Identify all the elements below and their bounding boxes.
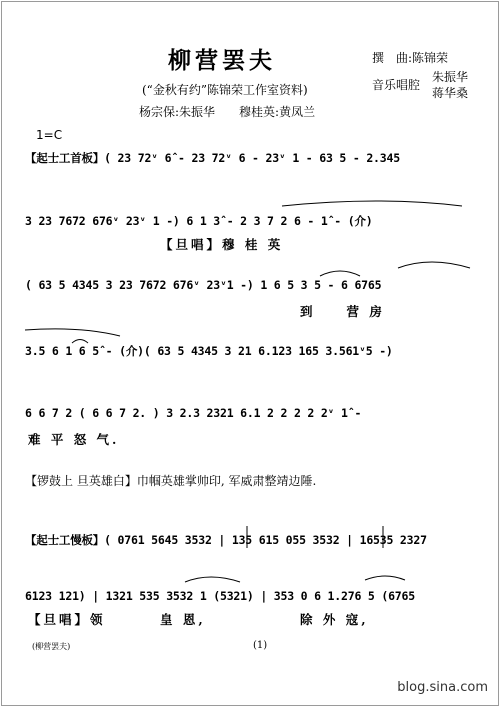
key-signature: 1=C bbox=[36, 128, 63, 142]
notation-line-7: 6123 121) | 1321 535 3532 1 (5321) | 353 0 6 1.276 5 (6765 bbox=[25, 589, 415, 603]
lyric-line-3: 到 营 房 bbox=[300, 304, 385, 319]
composer-credit: 撰 曲:陈锦荣 bbox=[372, 51, 449, 65]
vocal-credit-name-1: 朱振华 bbox=[432, 70, 469, 84]
notation-line-1: 【起士工首板】( 23 72ᵛ 6̂ - 23 72ᵛ 6 - 23ᵛ 1 - 63 5 - 2.345 bbox=[25, 151, 400, 165]
cast-list: 杨宗保:朱振华 穆桂英:黄凤兰 bbox=[139, 105, 316, 119]
lyric-line-5: 难 平 怒 气. bbox=[28, 432, 120, 447]
notation-line-5: 6 6 7 2 ( 6 6 7 2. ) 3 2.3 2321 6.1 2 2 2 2 2ᵛ 1̂ - bbox=[25, 406, 362, 420]
score-title: 柳营罢夫 bbox=[168, 47, 276, 74]
notation-line-6: 【起士工慢板】( 0761 5645 3532 | 135 615 055 3532 | 16535 2327 bbox=[25, 533, 427, 547]
notation-line-2: 3 23 7672 676ᵛ 23ᵛ 1 -) 6 1 3̂ - 2 3 7 2 6 - 1̂ - (介) bbox=[25, 214, 373, 228]
lyric-line-7-label: 【旦唱】领 bbox=[28, 612, 106, 627]
narration-line: 【锣鼓上 旦英雄白】巾帼英雄掌帅印, 军威肃整靖边陲. bbox=[25, 474, 317, 488]
notation-line-4: 3.5 6 1 6 5̂ - (介)( 63 5 4345 3 21 6.123 165 3.561ᵛ5 -) bbox=[25, 344, 393, 358]
lyric-line-7-b: 除 外 寇, bbox=[300, 612, 369, 627]
score-subtitle: (“金秋有约”陈锦荣工作室资料) bbox=[142, 83, 308, 97]
vocal-credit-label: 音乐唱腔 bbox=[372, 78, 421, 92]
notation-line-3: ( 63 5 4345 3 23 7672 676ᵛ 23ᵛ1 -) 1 6 5 3 5 - 6 6765 bbox=[25, 278, 382, 292]
vocal-credit-name-2: 蒋华桑 bbox=[432, 86, 469, 100]
page-number: (1) bbox=[253, 640, 268, 651]
watermark: blog.sina.com bbox=[397, 680, 488, 695]
footer-tag: (柳营罢夫) bbox=[32, 642, 71, 651]
lyric-line-2: 【旦唱】穆 桂 英 bbox=[160, 237, 284, 252]
lyric-line-7-a: 皇 恩, bbox=[160, 612, 206, 627]
